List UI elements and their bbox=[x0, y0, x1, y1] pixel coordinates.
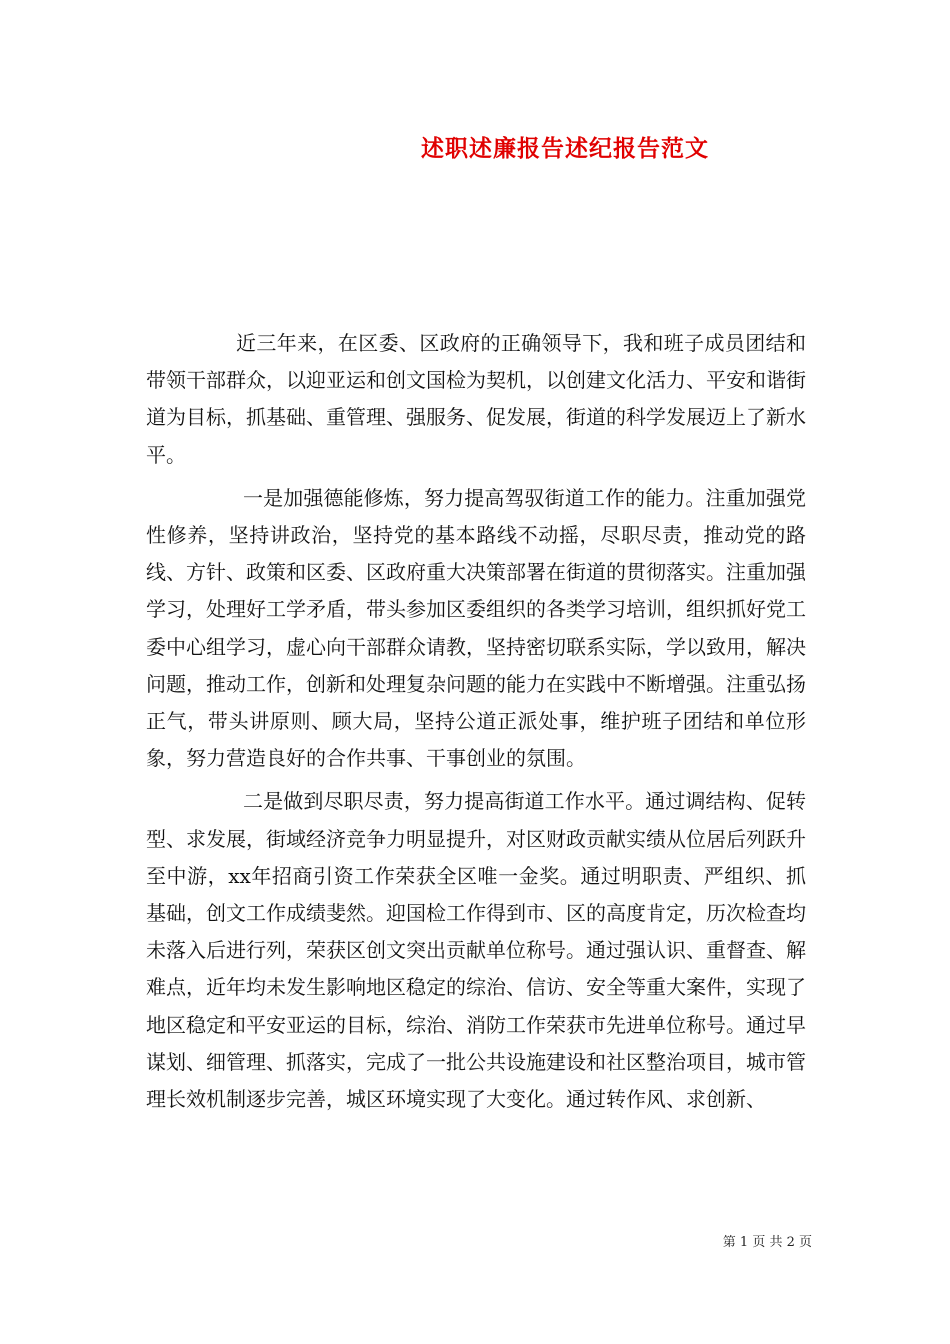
page-number-footer: 第 1 页 共 2 页 bbox=[722, 1235, 812, 1250]
document-body bbox=[146, 325, 806, 1124]
paragraph-point-one: 一是加强德能修炼，努力提高驾驭街道工作的能力。注重加强党性修养，坚持讲政治，坚持党的基本路线不动摇，尽职尽责，推动党的路线、方针、政策和区委、区政府重大决策部署在街道的贯彻落实。注重加强学习，处理好工学矛盾，带头参加区委组织的各类学习培训，组织抓好党工委中心组学习，虚心向干部群众请教，坚持密切联系实际，学以致用，解决问题，推动工作，创新和处理复杂问题的能力在实践中不断增强。注重弘扬正气，带头讲原则、顾大局，坚持公道正派处事，维护班子团结和单位形象，努力营造良好的合作共事、干事创业的氛围。 bbox=[146, 485, 806, 771]
document-title: 述职述廉报告述纪报告范文 bbox=[421, 135, 709, 162]
paragraph-intro: 近三年来，在区委、区政府的正确领导下，我和班子成员团结和带领干部群众，以迎亚运和创文国检为契机，以创建文化活力、平安和谐街道为目标，抓基础、重管理、强服务、促发展，街道的科学发展迈上了新水平。 bbox=[146, 331, 806, 467]
paragraph-point-two: 二是做到尽职尽责，努力提高街道工作水平。通过调结构、促转型、求发展，街域经济竞争力明显提升，对区财政贡献实绩从位居后列跃升至中游，xx年招商引资工作荣获全区唯一金奖。通过明职责、严组织、抓基础，创文工作成绩斐然。迎国检工作得到市、区的高度肯定，历次检查均未落入后进行列，荣获区创文突出贡献单位称号。通过强认识、重督查、解难点，近年均未发生影响地区稳定的综治、信访、安全等重大案件，实现了地区稳定和平安亚运的目标，综治、消防工作荣获市先进单位称号。通过早谋划、细管理、抓落实，完成了一批公共设施建设和社区整治项目，城市管理长效机制逐步完善，城区环境实现了大变化。通过转作风、求创新、 bbox=[146, 789, 806, 1112]
